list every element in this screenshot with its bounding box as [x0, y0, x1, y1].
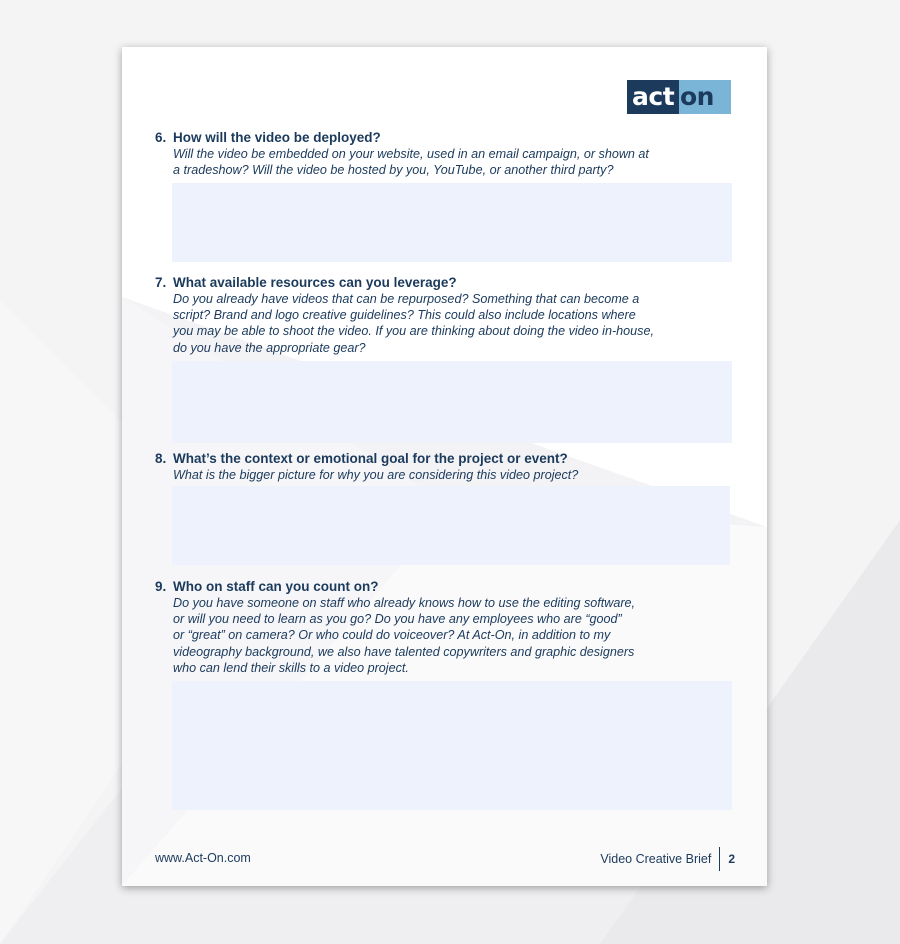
question-title-text: What’s the context or emotional goal for the project or event? [173, 451, 568, 466]
question-description-line: Will the video be embedded on your website, used in an email campaign, or shown at [173, 147, 649, 161]
question-description-line: script? Brand and logo creative guidelines? This could also include locations where [173, 308, 636, 323]
question-description-line: who can lend their skills to a video project. [173, 660, 409, 675]
question-description-line: you may be able to shoot the video. If you are thinking about doing the video in-house, [173, 324, 654, 339]
act-on-logo [627, 80, 731, 114]
question-number: 8. [155, 451, 167, 466]
question-number: 6. [155, 130, 167, 145]
question-description-line: do you have the appropriate gear? [173, 340, 366, 355]
document-page [122, 47, 767, 886]
page-number: 2 [728, 852, 735, 866]
answer-box-8[interactable] [172, 486, 730, 565]
question-7 [155, 274, 735, 356]
question-title [155, 274, 735, 291]
question-description-line: What is the bigger picture for why you are considering this video project? [173, 468, 579, 482]
question-number: 7. [155, 275, 167, 290]
question-description-line: Do you already have videos that can be repurposed? Something that can become a [173, 292, 640, 306]
question-9 [155, 578, 735, 676]
question-description-line: videography background, we also have talented copywriters and graphic designers [173, 644, 635, 659]
question-title-text: What available resources can you leverage? [173, 275, 457, 290]
question-title-text: Who on staff can you count on? [173, 579, 379, 594]
question-description-line: a tradeshow? Will the video be hosted by you, YouTube, or another third party? [173, 163, 614, 178]
question-description-line: or will you need to learn as you go? Do you have any employees who are “good” [173, 612, 622, 627]
question-number: 9. [155, 579, 167, 594]
question-title [155, 578, 735, 595]
logo-light-part: on [679, 80, 731, 114]
question-6 [155, 129, 735, 178]
question-title [155, 129, 735, 146]
answer-box-7[interactable] [172, 361, 732, 443]
question-8 [155, 450, 735, 483]
footer-divider [719, 847, 720, 871]
question-title [155, 450, 735, 467]
logo-dark-part: act [627, 80, 679, 114]
question-description-line: or “great” on camera? Or who could do voiceover? At Act-On, in addition to my [173, 628, 611, 643]
footer-right [600, 847, 735, 871]
footer-doc-title: Video Creative Brief [600, 852, 712, 866]
answer-box-6[interactable] [172, 183, 732, 262]
question-description-line: Do you have someone on staff who already knows how to use the editing software, [173, 596, 636, 610]
question-title-text: How will the video be deployed? [173, 130, 381, 145]
footer-url: www.Act-On.com [155, 851, 251, 865]
answer-box-9[interactable] [172, 681, 732, 810]
